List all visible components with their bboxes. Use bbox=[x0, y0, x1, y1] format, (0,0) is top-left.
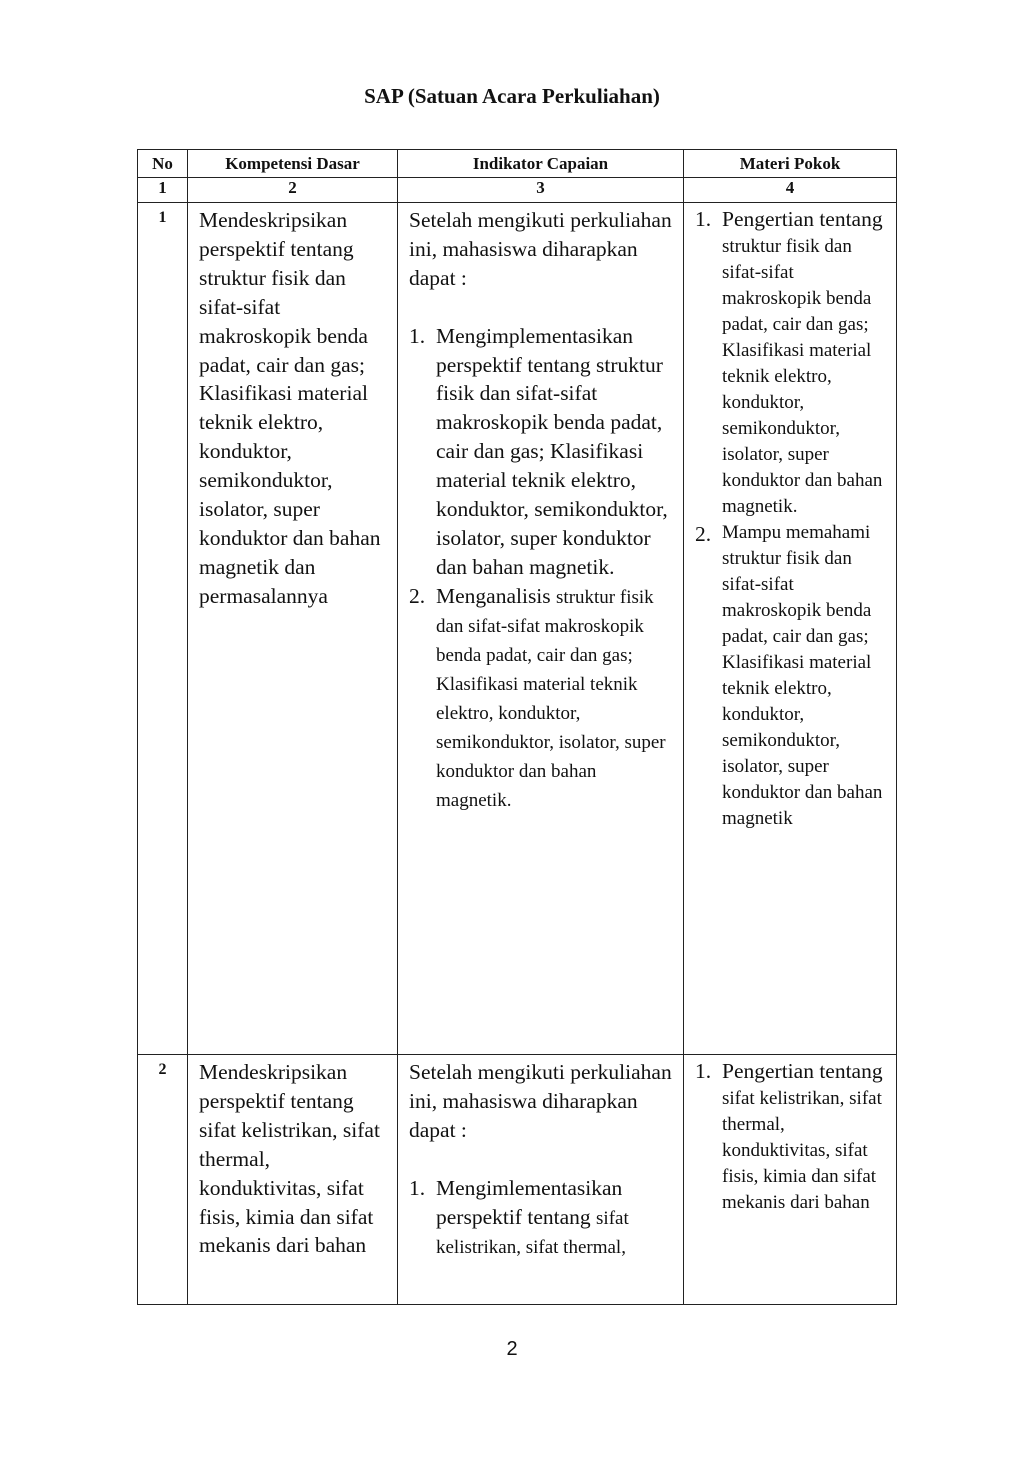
list-item-lead: Pengertian tentang bbox=[722, 1059, 883, 1083]
list-item bbox=[695, 520, 886, 832]
list-marker: 1. bbox=[409, 1175, 426, 1200]
list-marker: 1. bbox=[695, 1059, 712, 1083]
materi-pokok-cell bbox=[684, 1055, 897, 1305]
list-item-text: struktur fisik dan sifat-sifat makroskopik benda padat, cair dan gas; Klasifikasi material teknik elektro, konduktor, semikonduktor, isolator, super konduktor dan bahan magnetik. bbox=[722, 235, 883, 517]
list-item bbox=[409, 582, 673, 814]
list-item bbox=[409, 1174, 673, 1261]
list-item-text: sifat kelistrikan, sifat thermal, bbox=[436, 1207, 629, 1258]
list-item-lead: Mengimlementasikan perspektif tentang bbox=[436, 1175, 623, 1229]
indikator-intro: Setelah mengikuti perkuliahan ini, mahasiswa diharapkan dapat : bbox=[409, 208, 672, 290]
column-number: 4 bbox=[684, 178, 897, 203]
list-marker: 1. bbox=[695, 207, 712, 231]
indikator-list bbox=[409, 1174, 673, 1261]
list-marker: 2. bbox=[695, 521, 712, 546]
indikator-intro: Setelah mengikuti perkuliahan ini, mahasiswa diharapkan dapat : bbox=[409, 1060, 672, 1142]
materi-pokok-cell bbox=[684, 203, 897, 1055]
page-title: SAP (Satuan Acara Perkuliahan) bbox=[364, 84, 660, 108]
kompetensi-dasar-cell: Mendeskripsikan perspektif tentang sifat kelistrikan, sifat thermal, konduktivitas, sifat fisis, kimia dan sifat mekanis dari bahan bbox=[188, 1055, 398, 1305]
list-item bbox=[695, 205, 886, 520]
page-number: 2 bbox=[506, 1338, 518, 1360]
header-kompetensi-dasar: Kompetensi Dasar bbox=[188, 150, 398, 178]
column-number: 2 bbox=[188, 178, 398, 203]
column-number: 1 bbox=[138, 178, 188, 203]
indikator-capaian-cell bbox=[398, 203, 684, 1055]
list-item bbox=[409, 322, 673, 582]
list-item bbox=[695, 1057, 886, 1216]
header-materi-pokok: Materi Pokok bbox=[684, 150, 897, 178]
header-no: No bbox=[138, 150, 188, 178]
indikator-capaian-cell bbox=[398, 1055, 684, 1305]
indikator-list bbox=[409, 322, 673, 814]
list-item-text: sifat kelistrikan, sifat thermal, konduktivitas, sifat fisis, kimia dan sifat mekanis dari bahan bbox=[722, 1087, 882, 1213]
column-number-row bbox=[138, 178, 897, 203]
header-row bbox=[138, 150, 897, 178]
list-item-text: struktur fisik dan sifat-sifat makroskopik benda padat, cair dan gas; Klasifikasi material teknik elektro, konduktor, semikonduktor, isolator, super konduktor dan bahan magnetik. bbox=[436, 586, 666, 811]
list-item-text: Mengimplementasikan perspektif tentang struktur fisik dan sifat-sifat makroskopik benda padat, cair dan gas; Klasifikasi material teknik elektro, konduktor, semikonduktor, isolator, super konduktor dan bahan magnetik. bbox=[436, 323, 668, 579]
row-number: 2 bbox=[138, 1055, 188, 1305]
list-item-lead: Menganalisis bbox=[436, 583, 551, 608]
row-number: 1 bbox=[138, 203, 188, 1055]
materi-list bbox=[695, 1057, 886, 1216]
materi-list bbox=[695, 205, 886, 832]
kompetensi-dasar-cell: Mendeskripsikan perspektif tentang struktur fisik dan sifat-sifat makroskopik benda padat, cair dan gas; Klasifikasi material teknik elektro, konduktor, semikonduktor, isolator, super konduktor dan bahan magnetik dan permasalannya bbox=[188, 203, 398, 1055]
sap-table bbox=[137, 149, 897, 1305]
header-indikator-capaian: Indikator Capaian bbox=[398, 150, 684, 178]
list-item-text: Mampu memahami struktur fisik dan sifat-sifat makroskopik benda padat, cair dan gas; Klasifikasi material teknik elektro, konduktor, semikonduktor, isolator, super konduktor dan bahan magnetik bbox=[722, 521, 883, 829]
table-row bbox=[138, 203, 897, 1055]
table-row bbox=[138, 1055, 897, 1305]
list-item-lead: Pengertian tentang bbox=[722, 207, 883, 231]
list-marker: 1. bbox=[409, 323, 426, 348]
list-marker: 2. bbox=[409, 583, 426, 608]
column-number: 3 bbox=[398, 178, 684, 203]
